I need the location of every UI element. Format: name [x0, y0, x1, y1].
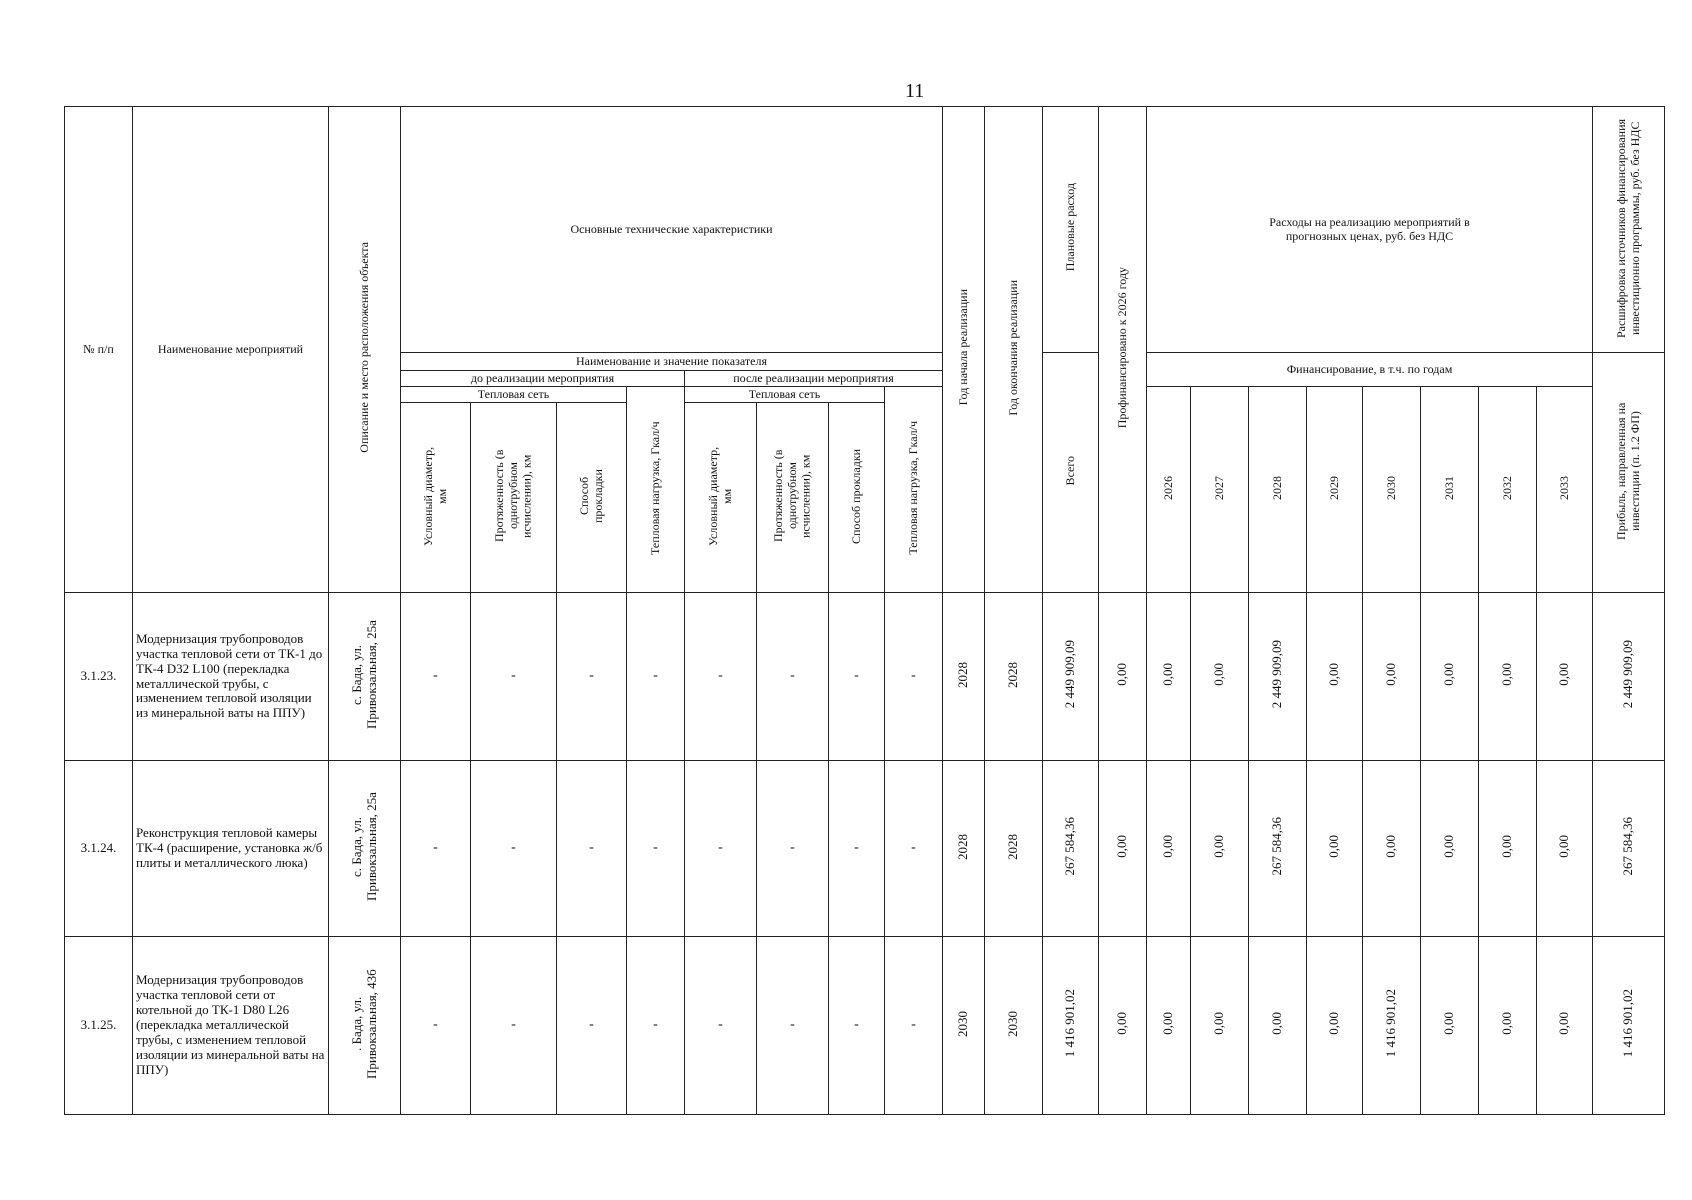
row-total: 267 584,36 — [1043, 761, 1099, 937]
row-profit: 267 584,36 — [1593, 761, 1665, 937]
row-tech-cell: - — [757, 761, 829, 937]
row-tech-cell: - — [401, 761, 471, 937]
row-year-start: 2030 — [943, 937, 985, 1115]
row-year-value: 0,00 — [1147, 761, 1191, 937]
row-tech-cell: - — [557, 937, 627, 1115]
row-year-value: 0,00 — [1147, 937, 1191, 1115]
header-len-after: Протяженность (в однотрубном исчислении), км — [757, 403, 829, 593]
row-tech-cell: - — [627, 937, 685, 1115]
row-tech-cell: - — [401, 937, 471, 1115]
header-year-2026: 2026 — [1147, 387, 1191, 593]
header-year-2030: 2030 — [1363, 387, 1421, 593]
row-year-value: 0,00 — [1363, 761, 1421, 937]
row-year-value: 0,00 — [1249, 937, 1307, 1115]
row-year-value: 0,00 — [1191, 593, 1249, 761]
header-prefinanced: Профинансировано к 2026 году — [1099, 107, 1147, 593]
header-year-end: Год окончания реализации — [985, 107, 1043, 593]
header-year-2033: 2033 — [1537, 387, 1593, 593]
row-prefinanced: 0,00 — [1099, 761, 1147, 937]
header-year-2028: 2028 — [1249, 387, 1307, 593]
row-location: с. Бада, ул. Привокзальная, 25а — [329, 761, 401, 937]
row-tech-cell: - — [627, 761, 685, 937]
row-tech-cell: - — [829, 593, 885, 761]
row-tech-cell: - — [885, 593, 943, 761]
header-before: до реализации мероприятия — [401, 371, 685, 387]
row-profit: 2 449 909,09 — [1593, 593, 1665, 761]
header-diam-before: Условный диаметр, мм — [401, 403, 471, 593]
row-name: Модернизация трубопроводов участка тепловой сети от ТК-1 до ТК-4 D32 L100 (перекладка металлической трубы, с изменением тепловой изоляции из минеральной ваты на ППУ) — [133, 593, 329, 761]
header-load-after: Тепловая нагрузка, Гкал/ч — [885, 387, 943, 593]
row-year-start: 2028 — [943, 761, 985, 937]
row-year-value: 0,00 — [1479, 593, 1537, 761]
row-tech-cell: - — [471, 937, 557, 1115]
row-year-value: 0,00 — [1537, 761, 1593, 937]
row-tech-cell: - — [557, 593, 627, 761]
header-total: Всего — [1043, 353, 1099, 593]
table-row — [65, 593, 1665, 761]
row-year-value: 0,00 — [1191, 761, 1249, 937]
row-year-value: 267 584,36 — [1249, 761, 1307, 937]
row-year-value: 0,00 — [1479, 761, 1537, 937]
row-year-value: 0,00 — [1307, 593, 1363, 761]
row-no: 3.1.25. — [65, 937, 133, 1115]
header-no: № п/п — [65, 107, 133, 593]
row-total: 2 449 909,09 — [1043, 593, 1099, 761]
table-row — [65, 761, 1665, 937]
header-tech: Основные технические характеристики — [401, 107, 943, 353]
page-number: 11 — [905, 80, 925, 102]
header-net-after: Тепловая сеть — [685, 387, 885, 403]
header-year-2031: 2031 — [1421, 387, 1479, 593]
row-year-end: 2028 — [985, 761, 1043, 937]
header-name: Наименование мероприятий — [133, 107, 329, 593]
row-no: 3.1.23. — [65, 593, 133, 761]
investment-table — [64, 106, 1665, 1115]
header-location: Описание и место расположения объекта — [329, 107, 401, 593]
row-tech-cell: - — [401, 593, 471, 761]
row-year-value: 0,00 — [1363, 593, 1421, 761]
header-year-2027: 2027 — [1191, 387, 1249, 593]
row-no: 3.1.24. — [65, 761, 133, 937]
row-tech-cell: - — [685, 593, 757, 761]
header-financing: Финансирование, в т.ч. по годам — [1147, 353, 1593, 387]
row-name: Модернизация трубопроводов участка тепловой сети от котельной до ТК-1 D80 L26 (перекладка металлической трубы, с изменением тепловой изоляции из минеральной ваты на ППУ) — [133, 937, 329, 1115]
row-tech-cell: - — [885, 761, 943, 937]
row-tech-cell: - — [685, 761, 757, 937]
row-year-value: 0,00 — [1307, 937, 1363, 1115]
header-planned: Плановые расход — [1043, 107, 1099, 353]
row-profit: 1 416 901,02 — [1593, 937, 1665, 1115]
header-method-after: Способ прокладки — [829, 403, 885, 593]
header-year-start: Год начала реализации — [943, 107, 985, 593]
row-year-value: 0,00 — [1421, 761, 1479, 937]
row-year-end: 2030 — [985, 937, 1043, 1115]
header-indicator: Наименование и значение показателя — [401, 353, 943, 371]
row-year-value: 0,00 — [1421, 593, 1479, 761]
row-location: с. Бада, ул. Привокзальная, 25а — [329, 593, 401, 761]
row-year-start: 2028 — [943, 593, 985, 761]
row-tech-cell: - — [829, 937, 885, 1115]
row-prefinanced: 0,00 — [1099, 593, 1147, 761]
row-tech-cell: - — [757, 593, 829, 761]
row-prefinanced: 0,00 — [1099, 937, 1147, 1115]
row-tech-cell: - — [627, 593, 685, 761]
row-name: Реконструкция тепловой камеры ТК-4 (расширение, установка ж/б плиты и металлического люка) — [133, 761, 329, 937]
table-row — [65, 937, 1665, 1115]
row-year-value: 0,00 — [1537, 593, 1593, 761]
row-year-value: 0,00 — [1479, 937, 1537, 1115]
row-tech-cell: - — [557, 761, 627, 937]
row-total: 1 416 901,02 — [1043, 937, 1099, 1115]
row-year-value: 0,00 — [1147, 593, 1191, 761]
row-tech-cell: - — [471, 593, 557, 761]
row-tech-cell: - — [471, 761, 557, 937]
header-sources: Расшифровка источников финансирования инвестиционно программы, руб. без НДС — [1593, 107, 1665, 353]
row-year-end: 2028 — [985, 593, 1043, 761]
header-load-before: Тепловая нагрузка, Гкал/ч — [627, 387, 685, 593]
row-tech-cell: - — [829, 761, 885, 937]
row-tech-cell: - — [885, 937, 943, 1115]
header-profit: Прибыль, направленная на инвестиции (п. 1.2 ФП) — [1593, 353, 1665, 593]
header-year-2029: 2029 — [1307, 387, 1363, 593]
header-year-2032: 2032 — [1479, 387, 1537, 593]
row-year-value: 1 416 901,02 — [1363, 937, 1421, 1115]
header-net-before: Тепловая сеть — [401, 387, 627, 403]
row-year-value: 0,00 — [1537, 937, 1593, 1115]
header-after: после реализации мероприятия — [685, 371, 943, 387]
row-tech-cell: - — [685, 937, 757, 1115]
row-tech-cell: - — [757, 937, 829, 1115]
header-expenses: Расходы на реализацию мероприятий в прогнозных ценах, руб. без НДС — [1147, 107, 1593, 353]
row-year-value: 0,00 — [1307, 761, 1363, 937]
row-year-value: 0,00 — [1191, 937, 1249, 1115]
header-diam-after: Условный диаметр, мм — [685, 403, 757, 593]
row-location: . Бада, ул. Привокзальная, 43б — [329, 937, 401, 1115]
header-method-before: Способ прокладки — [557, 403, 627, 593]
row-year-value: 0,00 — [1421, 937, 1479, 1115]
row-year-value: 2 449 909,09 — [1249, 593, 1307, 761]
header-len-before: Протяженность (в однотрубном исчислении), км — [471, 403, 557, 593]
